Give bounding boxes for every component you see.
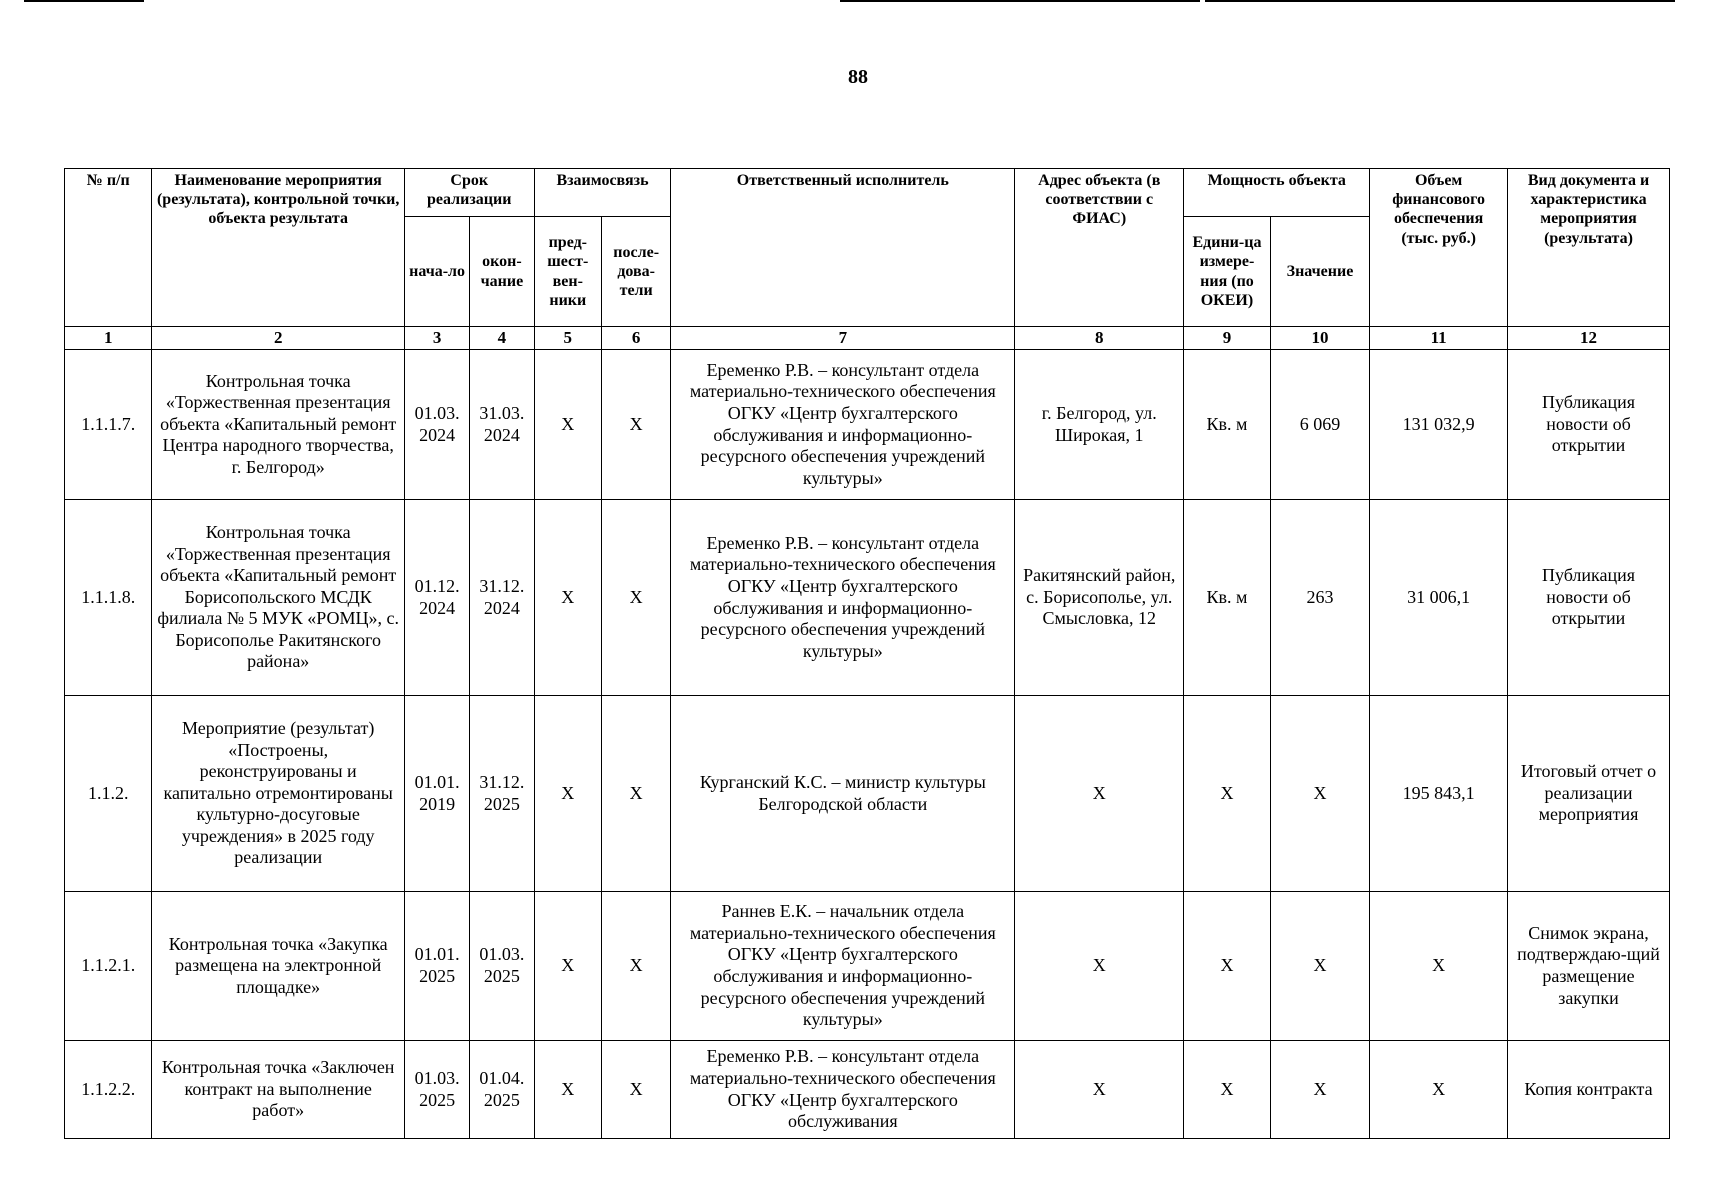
row-funding: 131 032,9 bbox=[1370, 350, 1508, 500]
row-doc: Публикация новости об открытии bbox=[1508, 350, 1670, 500]
table-row bbox=[65, 350, 1670, 500]
row-unit: Х bbox=[1184, 892, 1270, 1041]
row-successors: Х bbox=[601, 1041, 670, 1139]
row-executor: Курганский К.С. – министр культуры Белгородской области bbox=[671, 696, 1015, 892]
row-value: Х bbox=[1270, 892, 1370, 1041]
row-doc: Снимок экрана, подтверждаю-щий размещение закупки bbox=[1508, 892, 1670, 1041]
column-number: 7 bbox=[671, 327, 1015, 350]
row-predecessors: Х bbox=[534, 500, 601, 696]
header-name: Наименование мероприятия (результата), контрольной точки, объекта результата bbox=[152, 169, 404, 327]
row-value: 263 bbox=[1270, 500, 1370, 696]
row-funding: Х bbox=[1370, 892, 1508, 1041]
row-executor: Еременко Р.В. – консультант отдела материально-технического обеспечения ОГКУ «Центр бухгалтерского обслуживания bbox=[671, 1041, 1015, 1139]
row-name: Контрольная точка «Торжественная презентация объекта «Капитальный ремонт Центра народного творчества, г. Белгород» bbox=[152, 350, 404, 500]
row-predecessors: Х bbox=[534, 1041, 601, 1139]
row-num: 1.1.1.7. bbox=[65, 350, 152, 500]
row-unit: Кв. м bbox=[1184, 350, 1270, 500]
row-start: 01.01. 2025 bbox=[404, 892, 469, 1041]
header-link: Взаимосвязь bbox=[534, 169, 671, 217]
row-end: 01.04. 2025 bbox=[470, 1041, 534, 1139]
header-capacity: Мощность объекта bbox=[1184, 169, 1370, 217]
row-funding: Х bbox=[1370, 1041, 1508, 1139]
header-funding: Объем финансового обеспечения (тыс. руб.) bbox=[1370, 169, 1508, 327]
column-number: 4 bbox=[470, 327, 534, 350]
table-row bbox=[65, 696, 1670, 892]
header-num: № п/п bbox=[65, 169, 152, 327]
row-executor: Раннев Е.К. – начальник отдела материально-технического обеспечения ОГКУ «Центр бухгалтерского обслуживания и информационно-ресурсного обеспечения учреждений культуры» bbox=[671, 892, 1015, 1041]
row-doc: Публикация новости об открытии bbox=[1508, 500, 1670, 696]
row-start: 01.12. 2024 bbox=[404, 500, 469, 696]
column-number: 6 bbox=[601, 327, 670, 350]
table-row bbox=[65, 500, 1670, 696]
row-doc: Копия контракта bbox=[1508, 1041, 1670, 1139]
row-num: 1.1.1.8. bbox=[65, 500, 152, 696]
row-address: Х bbox=[1015, 696, 1184, 892]
row-name: Контрольная точка «Заключен контракт на выполнение работ» bbox=[152, 1041, 404, 1139]
row-name: Мероприятие (результат) «Построены, реконструированы и капитально отремонтированы культурно-досуговые учреждения» в 2025 году реализации bbox=[152, 696, 404, 892]
column-number: 2 bbox=[152, 327, 404, 350]
header-period: Срок реализации bbox=[404, 169, 534, 217]
page-number: 88 bbox=[848, 66, 868, 88]
row-address: Х bbox=[1015, 892, 1184, 1041]
activities-table bbox=[64, 168, 1670, 1139]
header-unit: Едини-ца измере-ния (по ОКЕИ) bbox=[1184, 217, 1270, 327]
row-num: 1.1.2.1. bbox=[65, 892, 152, 1041]
column-numbers-row bbox=[65, 327, 1670, 350]
row-address: Ракитянский район, с. Борисополье, ул. Смысловка, 12 bbox=[1015, 500, 1184, 696]
row-start: 01.03. 2024 bbox=[404, 350, 469, 500]
header-predecessors: пред-шест-вен-ники bbox=[534, 217, 601, 327]
row-executor: Еременко Р.В. – консультант отдела материально-технического обеспечения ОГКУ «Центр бухгалтерского обслуживания и информационно-ресурсного обеспечения учреждений культуры» bbox=[671, 500, 1015, 696]
row-value: 6 069 bbox=[1270, 350, 1370, 500]
row-funding: 195 843,1 bbox=[1370, 696, 1508, 892]
row-name: Контрольная точка «Закупка размещена на электронной площадке» bbox=[152, 892, 404, 1041]
row-value: Х bbox=[1270, 696, 1370, 892]
row-successors: Х bbox=[601, 500, 670, 696]
header-doc-type: Вид документа и характеристика мероприятия (результата) bbox=[1508, 169, 1670, 327]
row-start: 01.01. 2019 bbox=[404, 696, 469, 892]
row-end: 31.03. 2024 bbox=[470, 350, 534, 500]
row-unit: Кв. м bbox=[1184, 500, 1270, 696]
row-address: г. Белгород, ул. Широкая, 1 bbox=[1015, 350, 1184, 500]
row-doc: Итоговый отчет о реализации мероприятия bbox=[1508, 696, 1670, 892]
column-number: 9 bbox=[1184, 327, 1270, 350]
row-unit: Х bbox=[1184, 1041, 1270, 1139]
column-number: 1 bbox=[65, 327, 152, 350]
column-number: 10 bbox=[1270, 327, 1370, 350]
header-start: нача-ло bbox=[404, 217, 469, 327]
row-successors: Х bbox=[601, 696, 670, 892]
column-number: 12 bbox=[1508, 327, 1670, 350]
row-executor: Еременко Р.В. – консультант отдела материально-технического обеспечения ОГКУ «Центр бухгалтерского обслуживания и информационно-ресурсного обеспечения учреждений культуры» bbox=[671, 350, 1015, 500]
table-row bbox=[65, 1041, 1670, 1139]
column-number: 5 bbox=[534, 327, 601, 350]
row-start: 01.03. 2025 bbox=[404, 1041, 469, 1139]
row-successors: Х bbox=[601, 350, 670, 500]
header-successors: после-дова-тели bbox=[601, 217, 670, 327]
row-predecessors: Х bbox=[534, 696, 601, 892]
row-num: 1.1.2. bbox=[65, 696, 152, 892]
row-end: 31.12. 2024 bbox=[470, 500, 534, 696]
row-successors: Х bbox=[601, 892, 670, 1041]
row-num: 1.1.2.2. bbox=[65, 1041, 152, 1139]
column-number: 3 bbox=[404, 327, 469, 350]
row-unit: Х bbox=[1184, 696, 1270, 892]
row-name: Контрольная точка «Торжественная презентация объекта «Капитальный ремонт Борисопольского МСДК филиала № 5 МУК «РОМЦ», с. Борисополье Ракитянского района» bbox=[152, 500, 404, 696]
row-end: 01.03. 2025 bbox=[470, 892, 534, 1041]
row-end: 31.12. 2025 bbox=[470, 696, 534, 892]
row-predecessors: Х bbox=[534, 350, 601, 500]
column-number: 11 bbox=[1370, 327, 1508, 350]
header-address: Адрес объекта (в соответствии с ФИАС) bbox=[1015, 169, 1184, 327]
column-number: 8 bbox=[1015, 327, 1184, 350]
row-value: Х bbox=[1270, 1041, 1370, 1139]
row-address: Х bbox=[1015, 1041, 1184, 1139]
header-executor: Ответственный исполнитель bbox=[671, 169, 1015, 327]
row-funding: 31 006,1 bbox=[1370, 500, 1508, 696]
header-end: окон-чание bbox=[470, 217, 534, 327]
header-value: Значение bbox=[1270, 217, 1370, 327]
table-row bbox=[65, 892, 1670, 1041]
row-predecessors: Х bbox=[534, 892, 601, 1041]
